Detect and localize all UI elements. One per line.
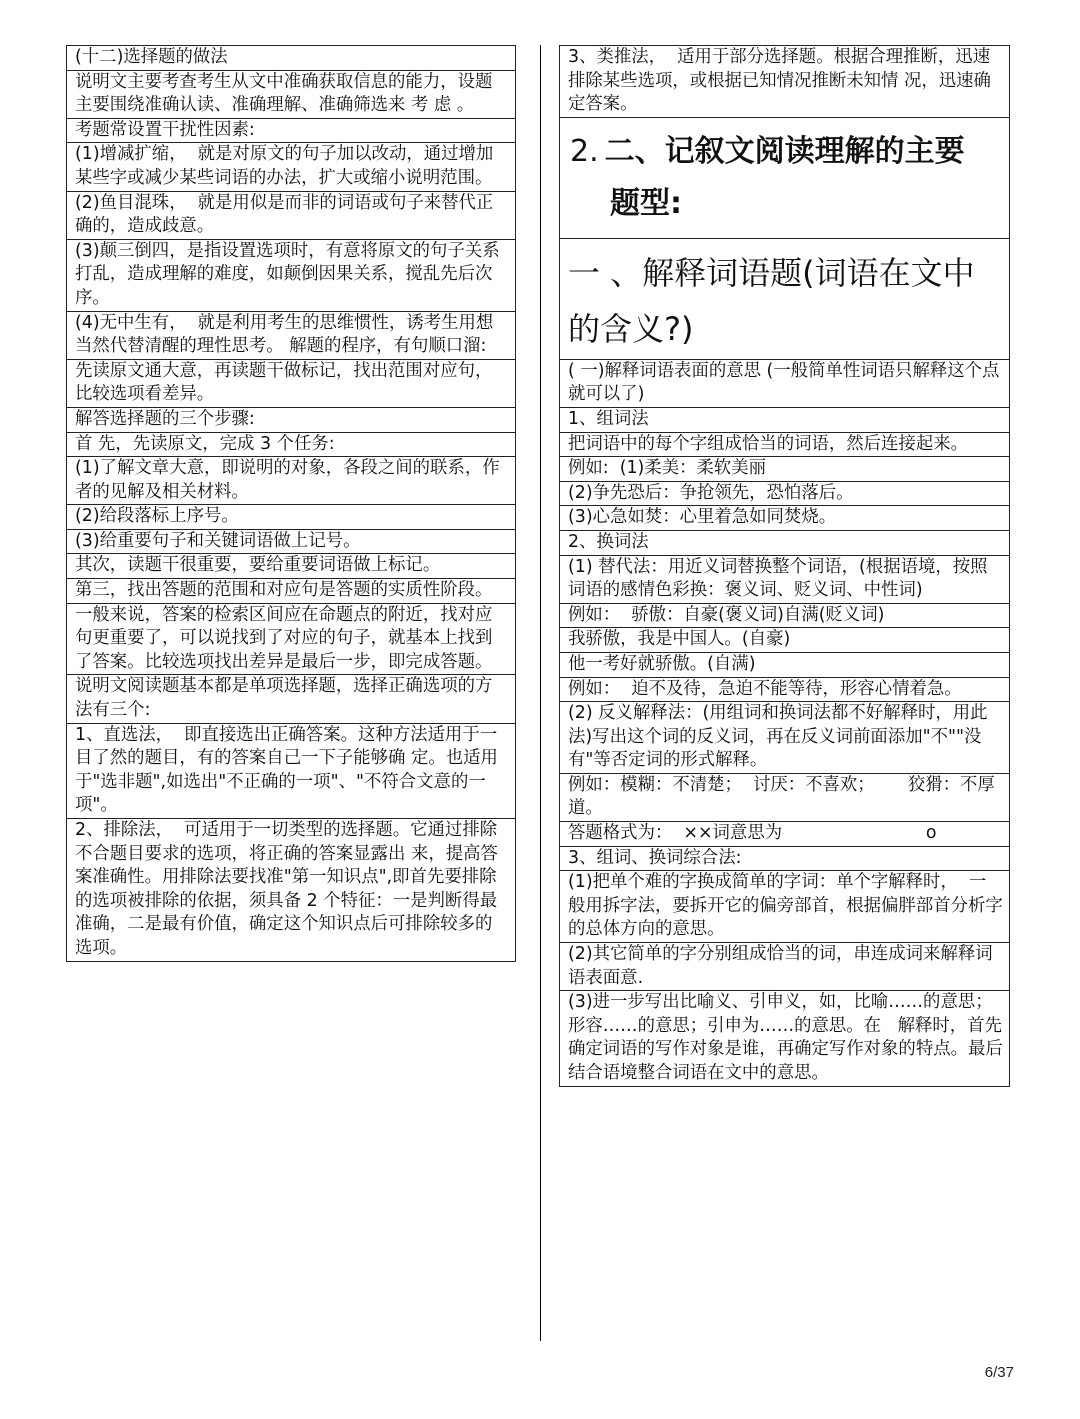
table-row: (2)争先恐后：争抢领先，恐怕落后。 [559,482,1010,507]
table-row: (3)给重要句子和关键词语做上记号。 [66,530,516,555]
heading-line: 二、记叙文阅读理解的主要 [604,133,965,169]
table-row: 他一考好就骄傲。(自满) [559,653,1010,678]
table-row: 例如: (1)柔美：柔软美丽 [559,457,1010,482]
table-row: (2) 反义解释法：(用组词和换词法都不好解释时，用此法)写出这个词的反义词，再在反义词前面添加"不""没有"等否定词的形式解释。 [559,702,1010,774]
table-row: 1、组词法 [559,408,1010,433]
table-row: (4)无中生有， 就是利用考生的思维惯性，诱考生用想当然代替清醒的理性思考。 解题的程序，有句顺口溜: [66,312,516,360]
table-row: (1)增减扩缩， 就是对原文的句子加以改动，通过增加某些字或减少某些词语的办法，扩大或缩小说明范围。 [66,143,516,191]
table-row: (3)心急如焚：心里着急如同焚烧。 [559,506,1010,531]
table-row: (3)进一步写出比喻义、引申义，如，比喻……的意思；形容……的意思；引申为……的意思。在 解释时，首先确定词语的写作对象是谁，再确定写作对象的特点。最后结合语境整合词语在文中的意思。 [559,991,1010,1086]
table-row: (3)颠三倒四，是指设置选项时，有意将原文的句子关系打乱，造成理解的难度，如颠倒因果关系，搅乱先后次序。 [66,240,516,312]
table-row: 例如：模糊：不清楚； 讨厌：不喜欢； 狡猾：不厚道。 [559,774,1010,822]
table-row: (2)其它简单的字分别组成恰当的词，串连成词来解释词语表面意. [559,943,1010,991]
table-row: 2、排除法， 可适用于一切类型的选择题。它通过排除不合题目要求的选项，将正确的答案显露出 来，提高答案准确性。用排除法要找准"第一知识点",即首先要排除的选项被排除的依据，须具备 2 个特征：一是判断得最准确，二是最有价值，确定这个知识点后可排除较多的选项。 [66,819,516,962]
section-heading [559,118,1010,239]
table-row: 2、换词法 [559,531,1010,556]
table-row: 解答选择题的三个步骤: [66,408,516,433]
table-row: 1、直选法， 即直接选出正确答案。这种方法适用于一目了然的题目，有的答案自己一下子能够确 定。也适用于"选非题",如选出"不正确的一项"、"不符合文意的一项"。 [66,724,516,819]
table-row: 答题格式为： ××词意思为 o [559,822,1010,847]
table-row: 说明文主要考查考生从文中准确获取信息的能力，设题主要围绕准确认读、准确理解、准确筛选来 考 虑 。 [66,71,516,119]
table-row: 第三，找出答题的范围和对应句是答题的实质性阶段。 [66,579,516,604]
heading-line: 题型: [610,185,682,221]
table-row: (2)给段落标上序号。 [66,505,516,530]
table-row: 例如： 骄傲：自豪(褒义词)自满(贬义词) [559,604,1010,629]
table-row: (1) 替代法：用近义词替换整个词语，(根据语境，按照词语的感情色彩换：褒义词、贬义词、中性词) [559,556,1010,604]
table-row: (1)把单个难的字换成简单的字词：单个字解释时， 一般用拆字法，要拆开它的偏旁部首，根据偏胖部首分析字的总体方向的意思。 [559,871,1010,943]
table-row: 考题常设置干扰性因素: [66,119,516,144]
table-row: 3、类推法， 适用于部分选择题。根据合理推断，迅速排除某些选项，或根据已知情况推断未知情 况，迅速确定答案。 [559,45,1010,118]
table-row: 首 先，先读原文，完成 3 个任务: [66,433,516,458]
table-row: 3、组词、换词综合法: [559,847,1010,872]
heading-number: 2. [570,133,599,169]
table-row: 例如： 迫不及待，急迫不能等待，形容心情着急。 [559,678,1010,703]
left-column [66,45,516,962]
table-row: (2)鱼目混珠， 就是用似是而非的词语或句子来替代正确的，造成歧意。 [66,192,516,240]
table-row: 把词语中的每个字组成恰当的词语，然后连接起来。 [559,433,1010,458]
table-row: (1)了解文章大意，即说明的对象，各段之间的联系，作者的见解及相关材料。 [66,457,516,505]
table-row: 先读原文通大意，再读题干做标记，找出范围对应句，比较选项看差异。 [66,360,516,408]
table-row: 其次，读题干很重要，要给重要词语做上标记。 [66,554,516,579]
page-number: 6/37 [984,1364,1014,1381]
table-row: 一般来说，答案的检索区间应在命题点的附近，找对应句更重要了，可以说找到了对应的句子，就基本上找到了答案。比较选项找出差异是最后一步，即完成答题。 [66,604,516,676]
subsection-heading: 一 、解释词语题(词语在文中的含义?) [559,239,1010,360]
table-row: 说明文阅读题基本都是单项选择题，选择正确选项的方法有三个: [66,675,516,723]
table-row: (十二)选择题的做法 [66,45,516,71]
column-divider [540,45,541,1341]
right-column [559,45,1010,1087]
table-row: ( 一)解释词语表面的意思 (一般简单性词语只解释这个点就可以了) [559,360,1010,408]
table-row: 我骄傲，我是中国人。(自豪) [559,628,1010,653]
